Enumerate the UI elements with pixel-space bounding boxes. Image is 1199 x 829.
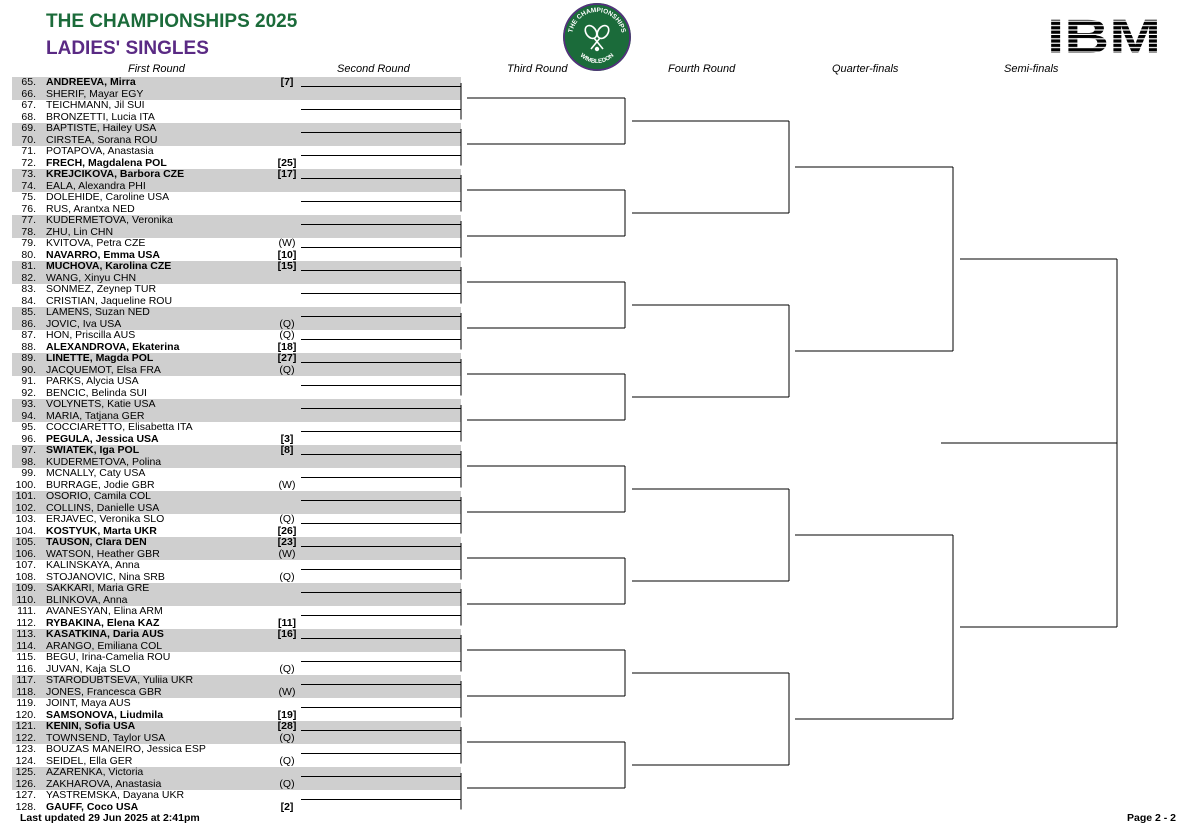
player-name: JONES, Francesca GBR: [46, 685, 162, 698]
draw-number: 94.: [21, 409, 36, 422]
draw-number: 89.: [21, 352, 36, 364]
player-name: OSORIO, Camila COL: [46, 490, 152, 502]
draw-number: 114.: [16, 639, 36, 652]
draw-number: 123.: [15, 743, 36, 755]
draw-number: 95.: [21, 421, 36, 433]
draw-number: 111.: [17, 605, 36, 617]
player-seed: (Q): [279, 754, 295, 767]
draw-number: 126.: [15, 777, 36, 790]
player-seed: [28]: [277, 720, 297, 732]
round-header-semi: Semi-finals: [1004, 63, 1059, 75]
draw-number: 65.: [21, 76, 36, 88]
draw-number: 84.: [21, 294, 36, 307]
page-title: THE CHAMPIONSHIPS 2025: [46, 11, 298, 32]
draw-number: 79.: [21, 237, 36, 249]
player-name: FRECH, Magdalena POL: [46, 156, 167, 169]
player-seed: [25]: [277, 156, 297, 169]
draw-number: 69.: [21, 122, 36, 134]
player-name: BLINKOVA, Anna: [46, 593, 128, 606]
player-name: EALA, Alexandra PHI: [46, 179, 146, 192]
player-seed: (Q): [279, 329, 295, 341]
round-header-quarter: Quarter-finals: [832, 63, 899, 75]
player-name: KOSTYUK, Marta UKR: [46, 524, 157, 537]
draw-number: 92.: [21, 386, 36, 399]
player-name: SEIDEL, Ella GER: [46, 754, 133, 767]
player-name: KALINSKAYA, Anna: [46, 559, 140, 571]
player-name: BEGU, Irina-Camelia ROU: [46, 651, 171, 663]
draw-number: 83.: [21, 283, 36, 295]
round-header-second: Second Round: [337, 63, 410, 75]
player-name: JOVIC, Iva USA: [46, 317, 122, 330]
player-seed: (Q): [279, 777, 295, 790]
player-seed: [15]: [277, 260, 297, 272]
draw-number: 101.: [15, 490, 36, 502]
player-name: STOJANOVIC, Nina SRB: [46, 570, 165, 583]
draw-number: 87.: [21, 329, 36, 341]
player-name: COCCIARETTO, Elisabetta ITA: [46, 421, 193, 433]
round-header-third: Third Round: [507, 63, 568, 75]
draw-number: 108.: [15, 570, 36, 583]
player-name: TOWNSEND, Taylor USA: [46, 731, 166, 744]
player-name: JUVAN, Kaja SLO: [46, 662, 131, 675]
player-seed: (W): [278, 237, 296, 249]
player-name: KUDERMETOVA, Veronika: [46, 214, 173, 226]
player-name: KASATKINA, Daria AUS: [46, 628, 164, 640]
draw-number: 73.: [21, 168, 36, 180]
player-name: YASTREMSKA, Dayana UKR: [46, 789, 185, 801]
player-seed: (W): [278, 685, 296, 698]
player-name: DOLEHIDE, Caroline USA: [46, 191, 170, 203]
player-seed: [8]: [280, 444, 294, 456]
draw-number: 113.: [16, 628, 36, 640]
player-name: LAMENS, Suzan NED: [46, 306, 150, 318]
draw-number: 67.: [21, 99, 36, 111]
player-name: PEGULA, Jessica USA: [46, 432, 159, 445]
draw-number: 102.: [15, 501, 36, 514]
player-name: MCNALLY, Caty USA: [46, 467, 146, 479]
draw-number: 97.: [21, 444, 36, 456]
player-seed: [10]: [277, 248, 297, 261]
draw-number: 120.: [15, 708, 36, 721]
draw-number: 107.: [15, 559, 36, 571]
player-name: CIRSTEA, Sorana ROU: [46, 133, 158, 146]
player-name: RUS, Arantxa NED: [46, 202, 135, 215]
player-name: ZAKHAROVA, Anastasia: [46, 777, 162, 790]
player-name: VOLYNETS, Katie USA: [46, 398, 156, 410]
page-subtitle: LADIES' SINGLES: [46, 38, 209, 59]
draw-number: 81.: [21, 260, 36, 272]
player-name: WANG, Xinyu CHN: [46, 271, 137, 284]
ibm-logo-text: IBM: [1047, 13, 1161, 57]
player-name: COLLINS, Danielle USA: [46, 501, 160, 514]
draw-number: 96.: [21, 432, 36, 445]
player-name: KREJCIKOVA, Barbora CZE: [46, 168, 185, 180]
player-name: KVITOVA, Petra CZE: [46, 237, 146, 249]
draw-number: 117.: [16, 674, 36, 686]
player-name: TEICHMANN, Jil SUI: [46, 99, 145, 111]
player-name: POTAPOVA, Anastasia: [46, 145, 154, 157]
player-name: BAPTISTE, Hailey USA: [46, 122, 157, 134]
player-seed: [3]: [280, 432, 294, 445]
player-seed: (Q): [279, 662, 295, 675]
draw-number: 80.: [21, 248, 36, 261]
player-name: ALEXANDROVA, Ekaterina: [46, 340, 180, 353]
player-name: BENCIC, Belinda SUI: [46, 386, 147, 399]
player-name: MUCHOVA, Karolina CZE: [46, 260, 172, 272]
player-seed: [17]: [277, 168, 297, 180]
player-seed: [26]: [277, 524, 297, 537]
draw-number: 105.: [15, 536, 36, 548]
draw-number: 71.: [21, 145, 36, 157]
player-seed: [7]: [280, 76, 294, 88]
draw-number: 125.: [15, 766, 36, 778]
player-seed: [18]: [277, 340, 297, 353]
draw-number: 66.: [21, 87, 36, 100]
draw-number: 91.: [21, 375, 36, 387]
draw-number: 128.: [15, 800, 36, 813]
player-name: KUDERMETOVA, Polina: [46, 455, 162, 468]
logo-text-top: THE CHAMPIONSHIPS: [567, 6, 627, 34]
player-name: BOUZAS MANEIRO, Jessica ESP: [46, 743, 206, 755]
player-name: LINETTE, Magda POL: [46, 352, 154, 364]
player-name: TAUSON, Clara DEN: [46, 536, 147, 548]
player-name: BURRAGE, Jodie GBR: [46, 478, 155, 491]
draw-number: 110.: [16, 593, 36, 606]
player-name: ZHU, Lin CHN: [46, 225, 114, 238]
player-name: NAVARRO, Emma USA: [46, 248, 160, 261]
draw-number: 68.: [21, 110, 36, 123]
draw-number: 124.: [15, 754, 36, 767]
draw-number: 77.: [21, 214, 36, 226]
player-name: ANDREEVA, Mirra: [46, 76, 136, 88]
draw-number: 78.: [21, 225, 36, 238]
player-name: ERJAVEC, Veronika SLO: [46, 513, 165, 525]
draw-number: 121.: [15, 720, 36, 732]
draw-number: 104.: [15, 524, 36, 537]
draw-number: 106.: [15, 547, 36, 560]
player-name: KENIN, Sofia USA: [46, 720, 136, 732]
draw-number: 112.: [16, 616, 36, 629]
player-name: JACQUEMOT, Elsa FRA: [46, 363, 161, 376]
draw-number: 82.: [21, 271, 36, 284]
logo-text-bottom: WIMBLEDON: [578, 52, 616, 66]
player-name: JOINT, Maya AUS: [46, 697, 131, 709]
draw-number: 119.: [16, 697, 36, 709]
draw-number: 86.: [21, 317, 36, 330]
player-name: HON, Priscilla AUS: [46, 329, 136, 341]
player-name: SAMSONOVA, Liudmila: [46, 708, 164, 721]
player-name: ARANGO, Emiliana COL: [46, 639, 163, 652]
draw-number: 85.: [21, 306, 36, 318]
player-seed: [27]: [277, 352, 297, 364]
draw-number: 116.: [16, 662, 36, 675]
player-seed: (Q): [279, 317, 295, 330]
round-header-first: First Round: [128, 63, 185, 75]
draw-number: 70.: [21, 133, 36, 146]
draw-number: 100.: [15, 478, 36, 491]
player-name: AZARENKA, Victoria: [46, 766, 144, 778]
draw-number: 115.: [16, 651, 36, 663]
player-name: MARIA, Tatjana GER: [46, 409, 145, 422]
player-seed: (W): [278, 547, 296, 560]
player-name: SAKKARI, Maria GRE: [46, 582, 150, 594]
draw-number: 98.: [21, 455, 36, 468]
player-name: STARODUBTSEVA, Yuliia UKR: [46, 674, 194, 686]
player-seed: [2]: [280, 800, 294, 813]
player-name: AVANESYAN, Elina ARM: [46, 605, 163, 617]
player-seed: [11]: [277, 616, 297, 629]
last-updated: Last updated 29 Jun 2025 at 2:41pm: [20, 812, 200, 824]
player-seed: (Q): [279, 513, 295, 525]
draw-number: 75.: [21, 191, 36, 203]
player-name: SHERIF, Mayar EGY: [46, 87, 144, 100]
player-name: SONMEZ, Zeynep TUR: [46, 283, 157, 295]
player-name: RYBAKINA, Elena KAZ: [46, 616, 160, 629]
draw-number: 72.: [21, 156, 36, 169]
player-name: WATSON, Heather GBR: [46, 547, 160, 560]
player-seed: (W): [278, 478, 296, 491]
player-name: SWIATEK, Iga POL: [46, 444, 140, 456]
player-seed: (Q): [279, 731, 295, 744]
player-name: BRONZETTI, Lucia ITA: [46, 110, 155, 123]
draw-number: 74.: [21, 179, 36, 192]
player-name: PARKS, Alycia USA: [46, 375, 139, 387]
round-header-fourth: Fourth Round: [668, 63, 736, 75]
player-seed: (Q): [279, 570, 295, 583]
player-seed: [16]: [277, 628, 297, 640]
draw-number: 118.: [16, 685, 36, 698]
draw-number: 76.: [21, 202, 36, 215]
draw-number: 90.: [21, 363, 36, 376]
player-name: GAUFF, Coco USA: [46, 800, 139, 813]
player-name: CRISTIAN, Jaqueline ROU: [46, 294, 173, 307]
draw-number: 88.: [21, 340, 36, 353]
draw-number: 127.: [15, 789, 36, 801]
draw-number: 103.: [15, 513, 36, 525]
draw-number: 99.: [21, 467, 36, 479]
draw-number: 109.: [15, 582, 36, 594]
draw-number: 122.: [15, 731, 36, 744]
player-seed: [19]: [277, 708, 297, 721]
draw-number: 93.: [21, 398, 36, 410]
player-seed: [23]: [277, 536, 297, 548]
player-seed: (Q): [279, 363, 295, 376]
page-number: Page 2 - 2: [1127, 812, 1177, 824]
